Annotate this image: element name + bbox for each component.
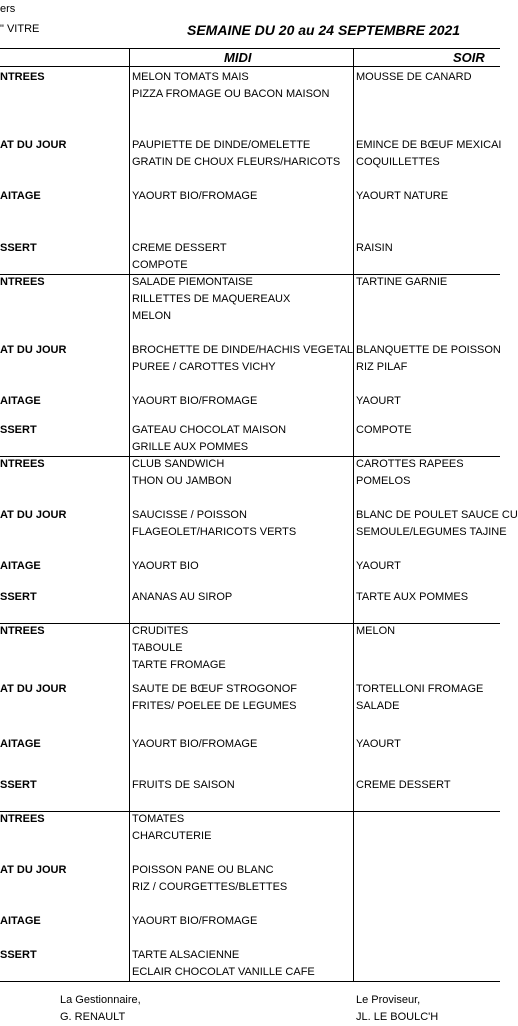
midi-cell-plat-du-jour bbox=[132, 507, 350, 541]
soir-cell-dessert bbox=[356, 422, 500, 439]
menu-item: YAOURT bbox=[356, 738, 401, 750]
menu-item: MELON bbox=[132, 310, 172, 322]
midi-cell-entrees bbox=[132, 811, 350, 845]
menu-item: CLUB SANDWICH bbox=[132, 458, 225, 470]
menu-item: PUREE / CAROTTES VICHY bbox=[132, 361, 276, 373]
menu-item: YAOURT BIO bbox=[132, 560, 199, 572]
menu-item: RAISIN bbox=[356, 242, 393, 254]
menu-item: BLANQUETTE DE POISSON bbox=[356, 344, 501, 356]
menu-item: POMELOS bbox=[356, 475, 411, 487]
header-line-1: ers bbox=[0, 3, 16, 15]
midi-cell-entrees bbox=[132, 456, 350, 490]
signature-right-title: Le Proviseur, bbox=[356, 994, 421, 1006]
menu-item: PIZZA FROMAGE OU BACON MAISON bbox=[132, 88, 330, 100]
header-line-2: " VITRE bbox=[0, 23, 40, 35]
row-label-entrees: NTREES bbox=[0, 458, 45, 470]
midi-cell-entrees bbox=[132, 623, 350, 674]
menu-item: FRITES/ POELEE DE LEGUMES bbox=[132, 700, 297, 712]
menu-item: RIZ PILAF bbox=[356, 361, 408, 373]
menu-item: COMPOTE bbox=[356, 424, 412, 436]
signature-left-name: G. RENAULT bbox=[60, 1011, 126, 1023]
menu-item: MOUSSE DE CANARD bbox=[356, 71, 472, 83]
column-divider-midi bbox=[129, 48, 130, 981]
menu-item: CREME DESSERT bbox=[132, 242, 227, 254]
midi-cell-fromage bbox=[132, 913, 350, 930]
menu-item: TARTINE GARNIE bbox=[356, 276, 448, 288]
row-label-entrees: NTREES bbox=[0, 276, 45, 288]
row-label-fromage: AITAGE bbox=[0, 915, 41, 927]
soir-cell-fromage bbox=[356, 736, 500, 753]
soir-cell-plat-du-jour bbox=[356, 137, 500, 171]
menu-item: YAOURT BIO/FROMAGE bbox=[132, 738, 258, 750]
row-label-entrees: NTREES bbox=[0, 71, 45, 83]
menu-item: TARTE AUX POMMES bbox=[356, 591, 469, 603]
menu-item: SEMOULE/LEGUMES TAJINE bbox=[356, 526, 507, 538]
column-divider-soir bbox=[353, 48, 354, 981]
row-label-fromage: AITAGE bbox=[0, 190, 41, 202]
soir-cell-fromage bbox=[356, 188, 500, 205]
row-label-dessert: SSERT bbox=[0, 591, 37, 603]
day-separator bbox=[0, 981, 500, 982]
menu-item: TOMATES bbox=[132, 813, 185, 825]
menu-item: FRUITS DE SAISON bbox=[132, 779, 235, 791]
soir-cell-fromage bbox=[356, 393, 500, 410]
row-label-entrees: NTREES bbox=[0, 813, 45, 825]
menu-item: PAUPIETTE DE DINDE/OMELETTE bbox=[132, 139, 311, 151]
week-title: SEMAINE DU 20 au 24 SEPTEMBRE 2021 bbox=[187, 22, 461, 38]
soir-cell-entrees bbox=[356, 456, 500, 490]
soir-cell-plat-du-jour bbox=[356, 342, 500, 376]
midi-cell-entrees bbox=[132, 69, 350, 103]
midi-cell-plat-du-jour bbox=[132, 681, 350, 715]
menu-item: SALADE bbox=[356, 700, 400, 712]
soir-cell-entrees bbox=[356, 274, 500, 291]
midi-cell-fromage bbox=[132, 558, 350, 575]
signature-left-title: La Gestionnaire, bbox=[60, 994, 141, 1006]
menu-item: RILLETTES DE MAQUEREAUX bbox=[132, 293, 291, 305]
menu-item: CRUDITES bbox=[132, 625, 189, 637]
row-label-plat-du-jour: AT DU JOUR bbox=[0, 683, 67, 695]
menu-item: THON OU JAMBON bbox=[132, 475, 232, 487]
row-label-dessert: SSERT bbox=[0, 949, 37, 961]
row-label-dessert: SSERT bbox=[0, 424, 37, 436]
row-label-plat-du-jour: AT DU JOUR bbox=[0, 344, 67, 356]
menu-item: TARTE FROMAGE bbox=[132, 659, 226, 671]
menu-item: YAOURT BIO/FROMAGE bbox=[132, 395, 258, 407]
menu-item: TABOULE bbox=[132, 642, 183, 654]
menu-item: BLANC DE POULET SAUCE CU bbox=[356, 509, 518, 521]
row-label-fromage: AITAGE bbox=[0, 560, 41, 572]
column-header-soir: SOIR bbox=[453, 50, 485, 65]
midi-cell-plat-du-jour bbox=[132, 137, 350, 171]
menu-item: SAUTE DE BŒUF STROGONOF bbox=[132, 683, 298, 695]
menu-item: RIZ / COURGETTES/BLETTES bbox=[132, 881, 288, 893]
menu-item: POISSON PANE OU BLANC bbox=[132, 864, 274, 876]
menu-item: SALADE PIEMONTAISE bbox=[132, 276, 253, 288]
row-label-fromage: AITAGE bbox=[0, 738, 41, 750]
menu-item: BROCHETTE DE DINDE/HACHIS VEGETAL bbox=[132, 344, 354, 356]
menu-item: MELON bbox=[356, 625, 396, 637]
midi-cell-dessert bbox=[132, 777, 350, 794]
soir-cell-entrees bbox=[356, 623, 500, 640]
midi-cell-dessert bbox=[132, 422, 350, 456]
soir-cell-dessert bbox=[356, 240, 500, 257]
row-label-fromage: AITAGE bbox=[0, 395, 41, 407]
menu-item: CHARCUTERIE bbox=[132, 830, 212, 842]
soir-cell-dessert bbox=[356, 777, 500, 794]
midi-cell-fromage bbox=[132, 393, 350, 410]
menu-item: EMINCE DE BŒUF MEXICAI bbox=[356, 139, 502, 151]
row-label-plat-du-jour: AT DU JOUR bbox=[0, 139, 67, 151]
soir-cell-dessert bbox=[356, 589, 500, 606]
menu-item: YAOURT bbox=[356, 395, 401, 407]
menu-item: YAOURT BIO/FROMAGE bbox=[132, 915, 258, 927]
midi-cell-plat-du-jour bbox=[132, 342, 354, 376]
table-top-border bbox=[0, 48, 500, 49]
menu-item: GRILLE AUX POMMES bbox=[132, 441, 249, 453]
menu-item: COQUILLETTES bbox=[356, 156, 440, 168]
header-bottom-border bbox=[0, 66, 500, 67]
menu-item: TARTE ALSACIENNE bbox=[132, 949, 240, 961]
midi-cell-fromage bbox=[132, 188, 350, 205]
midi-cell-dessert bbox=[132, 589, 350, 606]
menu-item: TORTELLONI FROMAGE bbox=[356, 683, 484, 695]
menu-item: CREME DESSERT bbox=[356, 779, 451, 791]
row-label-entrees: NTREES bbox=[0, 625, 45, 637]
menu-item: FLAGEOLET/HARICOTS VERTS bbox=[132, 526, 297, 538]
menu-item: ECLAIR CHOCOLAT VANILLE CAFE bbox=[132, 966, 315, 978]
menu-item: ANANAS AU SIROP bbox=[132, 591, 233, 603]
menu-item: GATEAU CHOCOLAT MAISON bbox=[132, 424, 287, 436]
midi-cell-fromage bbox=[132, 736, 350, 753]
soir-cell-fromage bbox=[356, 558, 500, 575]
midi-cell-entrees bbox=[132, 274, 350, 325]
row-label-dessert: SSERT bbox=[0, 779, 37, 791]
midi-cell-plat-du-jour bbox=[132, 862, 350, 896]
soir-cell-entrees bbox=[356, 69, 500, 86]
column-header-midi: MIDI bbox=[224, 50, 252, 65]
soir-cell-plat-du-jour bbox=[356, 681, 500, 715]
menu-item: COMPOTE bbox=[132, 259, 188, 271]
menu-item: MELON TOMATS MAIS bbox=[132, 71, 249, 83]
menu-item: GRATIN DE CHOUX FLEURS/HARICOTS bbox=[132, 156, 341, 168]
row-label-dessert: SSERT bbox=[0, 242, 37, 254]
menu-item: YAOURT BIO/FROMAGE bbox=[132, 190, 258, 202]
midi-cell-dessert bbox=[132, 240, 350, 274]
menu-item: YAOURT NATURE bbox=[356, 190, 449, 202]
menu-item: YAOURT bbox=[356, 560, 401, 572]
row-label-plat-du-jour: AT DU JOUR bbox=[0, 864, 67, 876]
menu-item: CAROTTES RAPEES bbox=[356, 458, 464, 470]
signature-right-name: JL. LE BOULC'H bbox=[356, 1011, 439, 1023]
midi-cell-dessert bbox=[132, 947, 350, 981]
menu-item: SAUCISSE / POISSON bbox=[132, 509, 247, 521]
soir-cell-plat-du-jour bbox=[356, 507, 518, 541]
row-label-plat-du-jour: AT DU JOUR bbox=[0, 509, 67, 521]
